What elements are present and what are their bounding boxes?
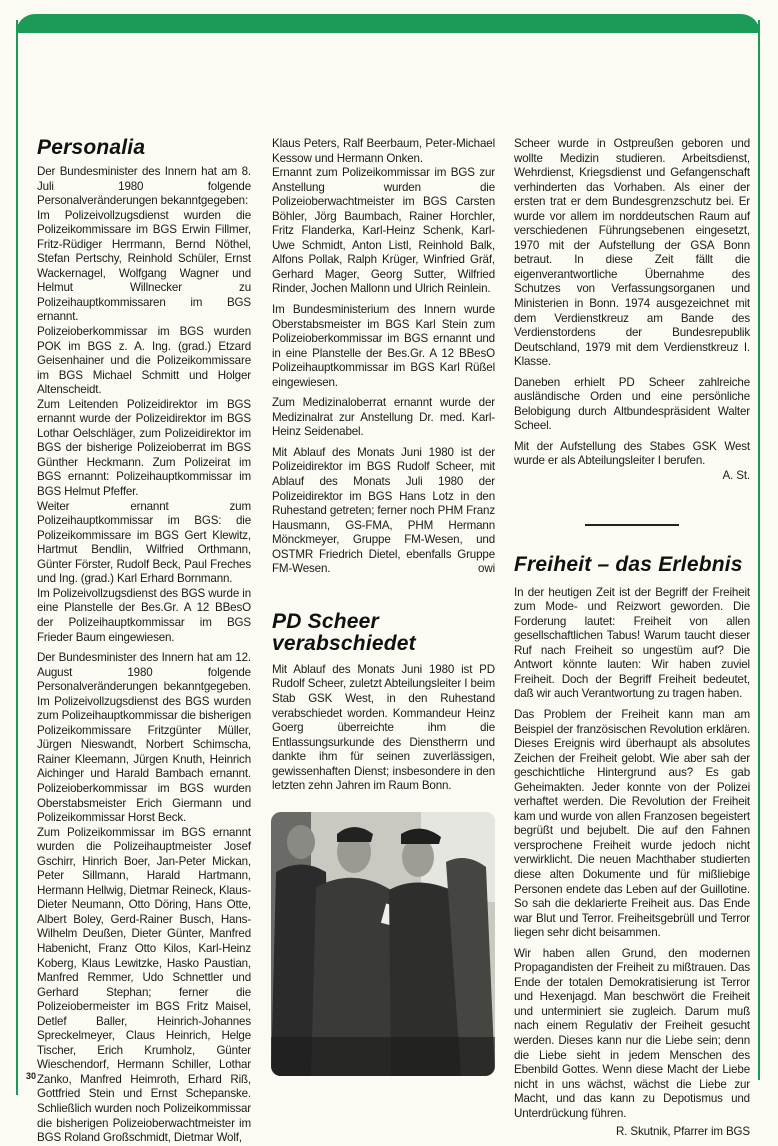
paragraph: Im Bundesministerium des Innern wurde Oberstabsmeister im BGS Karl Stein zum Polizeioberkommissar im BGS ernannt und in eine Planstelle der Bes.Gr. A 12 BBesO Polizeihauptkommissar im BGS Karl Rüßel eingewiesen. — [272, 303, 495, 389]
paragraph: Zum Leitenden Polizeidirektor im BGS ernannt wurde der Polizeidirektor im BGS Lothar Oelschläger, zum Polizeidirektor im BGS der bisherige Polizeioberrat im BGS Günther Heckmann. Zum Polizeirat im BGS ernannt: Polizeihauptkommissar im BGS Helmut Pfeffer. — [37, 397, 251, 499]
paragraph: Zum Polizeikommissar im BGS ernannt wurden die Polizeihauptmeister Josef Gschirr, Hinrich Boer, Jan-Peter Mickan, Peter Sillmann, Harald Hartmann, Hermann Hellwig, Dietmar Reineck, Klaus-Dieter Neumann, Otto Döring, Hans Otte, Albert Boley, Gerd-Rainer Busch, Hans-Wilhelm Deußen, Dieter Günter, Manfred Habenicht, Franz Otto Kilos, Karl-Heinz Koberg, Klaus Lewitzke, Hasko Paustian, Manfred Remmer, Udo Schnettler und Gerhard Stephan; ferner die Polizeiobermeister im BGS Fritz Maisel, Detlef Baller, Heinrich-Johannes Spreckelmeyer, Claus Heinrich, Helge Tischer, Erich Krumholz, Günter Wieschendorf, Hermann Schiller, Lothar Zanko, Manfred Heimroth, Erhard Riß, Gottfried Stein und Ernst Schepanske. Schließlich wurden noch Polizeikommissar die bisherigen Polizeioberwachtmeister im BGS Roland Großschmidt, Dietmar Wolf, — [37, 825, 251, 1145]
paragraph: Ernannt zum Polizeikommissar im BGS zur Anstellung wurden die Polizeioberwachtmeister im BGS Carsten Böhler, Jörg Baumbach, Rainer Horchler, Fritz Flanderka, Karl-Heinz Schenk, Karl-Uwe Schmidt, Anton Listl, Reinhold Balk, Alfons Pollak, Ralph Krüger, Winfried Gräf, Gerhard Mager, Georg Sutter, Wilfried Rinder, Jochen Mallonn und Ulrich Reinlein. — [272, 166, 495, 296]
paragraph: Wir haben allen Grund, den modernen Propagandisten der Freiheit zu mißtrauen. Das Ende der totalen Demokratisierung ist Terror und Hexenjagd. Man beschwört die Freiheit und unterminiert sie zugleich. Darum muß nach einem Regulativ der Freiheit gesucht werden. Dieses kann nur die Liebe sein; denn die Liebe sieht in jedem Menschen des Ebenbild Gottes. Wenn diese Macht der Liebe nicht in uns wächst, wächst die Liebe zur Macht, und das kann zu Depotismus und Unterdrückung führen. — [514, 946, 750, 1120]
freiheit-heading: Freiheit – das Erlebnis — [514, 552, 743, 576]
paragraph: Das Problem der Freiheit kann man am Beispiel der französischen Revolution erklären. Dieses Ereignis wird überhaupt als absolutes Zeichen der Freiheit gelobt. Wie aber sah der geschichtliche Hintergrund aus? Es gab Geheimakten. Jeder konnte von der Polizei verhaftet werden. Die Revolution der Freiheit kam und wurde von allen Franzosen begeistert begrüßt und bejubelt. Die auf den Fahnen versprochene Freiheit wurde jedoch nicht verwirklicht. Die neuen Machthaber studierten diese alten Dokumente und für mißliebige Personen endete das Leben auf der Guillotine. So sah die deklarierte Freiheit aus. Das Ende war Blut und Terror. Freiheitsgebrüll und Terror liegen sehr dicht beisammen. — [514, 707, 750, 940]
paragraph: Klaus Peters, Ralf Beerbaum, Peter-Michael Kessow und Hermann Onken. — [272, 137, 495, 165]
paragraph: Zum Medizinaloberrat ernannt wurde der Medizinalrat zur Anstellung Dr. med. Karl-Heinz Seidenabel. — [272, 396, 495, 439]
paragraph: Im Polizeivollzugsdienst des BGS wurde in eine Planstelle der Bes.Gr. A 12 BBesO der Polizeihauptkommissar im BGS Frieder Baum eingewiesen. — [37, 586, 251, 644]
green-frame-right — [758, 20, 760, 1080]
green-frame-top — [16, 14, 760, 33]
paragraph: In der heutigen Zeit ist der Begriff der Freiheit zum Mode- und Reizwort geworden. Die Forderung lautet: Freiheit von allen gesellschaftlichen Tabus! Warum taucht dieser Ruf nach Freiheit so ungestüm auf? Die Antwort könnte lauten: Wir haben zuviel Freiheit. Doch der Begriff Freiheit bedeutet, daß wir auch Verantwortung zu tragen haben. — [514, 585, 750, 701]
column-3 — [514, 137, 750, 1140]
paragraph-part-2: Scheer wurde in Ostpreußen geboren und wollte Medizin studieren. Arbeitsdienst, Wehrdienst, Kriegsdienst und Gefangenschaft verhinderten das Vorhaben. Als einer der ersten trat er dem Bundesgrenzschutz bei. Er wurde vor allem im norddeutschen Raum auf verschiedenen Führungsebenen eingesetzt, 1970 mit der Aufstellung der GSA Bonn betraut. In diese Zeit fällt die eigenverantwortliche Übernahme des Schutzes von Verfassungsorganen und Ministerien in Bonn. 1974 ausgezeichnet mit dem Verdienstkreuz am Bande des Verdienstordens der Bundesrepublik Deutschland, 1979 mit dem Verdienstkreuz I. Klasse. — [514, 137, 750, 369]
section-divider — [585, 524, 679, 526]
personalia-heading: Personalia — [37, 136, 146, 159]
scheer-heading-line1: PD Scheer — [272, 609, 379, 633]
paragraph: Polizeioberkommissar im BGS wurden POK im BGS z. A. Ing. (grad.) Etzard Geisenhainer und die Polizeikommissare im BGS Michael Schmitt und Holger Altenscheidt. — [37, 325, 251, 397]
author-signature: R. Skutnik, Pfarrer im BGS — [616, 1125, 750, 1139]
paragraph: Daneben erhielt PD Scheer zahlreiche ausländische Orden und eine persönliche Belobigung durch Altbundespräsident Walter Scheel. — [514, 375, 750, 433]
paragraph: Mit Ablauf des Monats Juni 1980 ist der Polizeidirektor im BGS Rudolf Scheer, mit Ablauf des Monats Juli 1980 der Polizeidirektor im BGS Hans Lotz in den Ruhestand getreten; ferner noch PHM Franz Hausmann, GS-FMA, PHM Hermann Mönckmeyer, Gruppe FM-Wesen, und OSTMR Friedrich Dietel, ebenfalls Gruppe FM-Wesen. — [272, 445, 495, 576]
scheer-heading-line2: verabschiedet — [272, 631, 416, 655]
paragraph: Mit Ablauf des Monats Juni 1980 ist PD Rudolf Scheer, zuletzt Abteilungsleiter I beim Stab GSK West, in den Ruhestand verabschiedet worden. Kommandeur Heinz Goerg überreichte ihm die Entlassungsurkunde des Dienstherrn und dankte ihm für seinen zuverlässigen, gewissenhaften Dienst; insbesondere in den letzten zehn Jahren im Raum Bonn. — [272, 662, 495, 793]
frame-corner — [18, 33, 36, 51]
green-frame-left — [16, 20, 18, 1095]
paragraph: Der Bundesminister des Innern hat am 12. August 1980 folgende Personalveränderungen bekanntgegeben. Im Polizeivollzugsdienst des BGS wurden zum Polizeihauptkommissar die bisherigen Polizeikommissare Fritzgünter Müller, Jürgen Nieswandt, Norbert Schimscha, Rainer Kleemann, Jürgen Knuth, Heinrich Aichinger und Harald Bambach ernannt. Polizeioberkommissar im BGS wurden Oberstabsmeister Erich Giermann und Polizeikommissar Horst Beck. — [37, 651, 251, 825]
frame-corner — [740, 33, 758, 51]
author-initials: A. St. — [722, 469, 750, 483]
paragraph: Der Bundesminister des Innern hat am 8. Juli 1980 folgende Personalveränderungen bekanntgegeben: — [37, 165, 251, 208]
page-number: 30 — [26, 1071, 37, 1081]
paragraph: Im Polizeivollzugsdienst wurden die Polizeikommissare im BGS Erwin Fillmer, Fritz-Rüdiger Herrmann, Bernd Nöthel, Stefan Pertschy, Reinhold Schüler, Ernst Wackernagel, Wolfgang Wagner und Helmut Willnecker zu Polizeihauptkommissaren im BGS ernannt. — [37, 208, 251, 324]
column-2 — [272, 137, 495, 794]
paragraph: Mit der Aufstellung des Stabes GSK West wurde er als Abteilungsleiter I berufen. — [514, 439, 750, 468]
ceremony-photo — [271, 812, 495, 1076]
paragraph: Weiter ernannt zum Polizeihauptkommissar im BGS: die Polizeikommissare im BGS Gert Klewitz, Hartmut Bendlin, Wilfried Orthmann, Günter Förster, Rudolf Beck, Paul Freches und Ing. (grad.) Karl Erhard Bornmann. — [37, 499, 251, 586]
author-initials: owi — [478, 562, 495, 576]
column-1 — [37, 137, 251, 1146]
